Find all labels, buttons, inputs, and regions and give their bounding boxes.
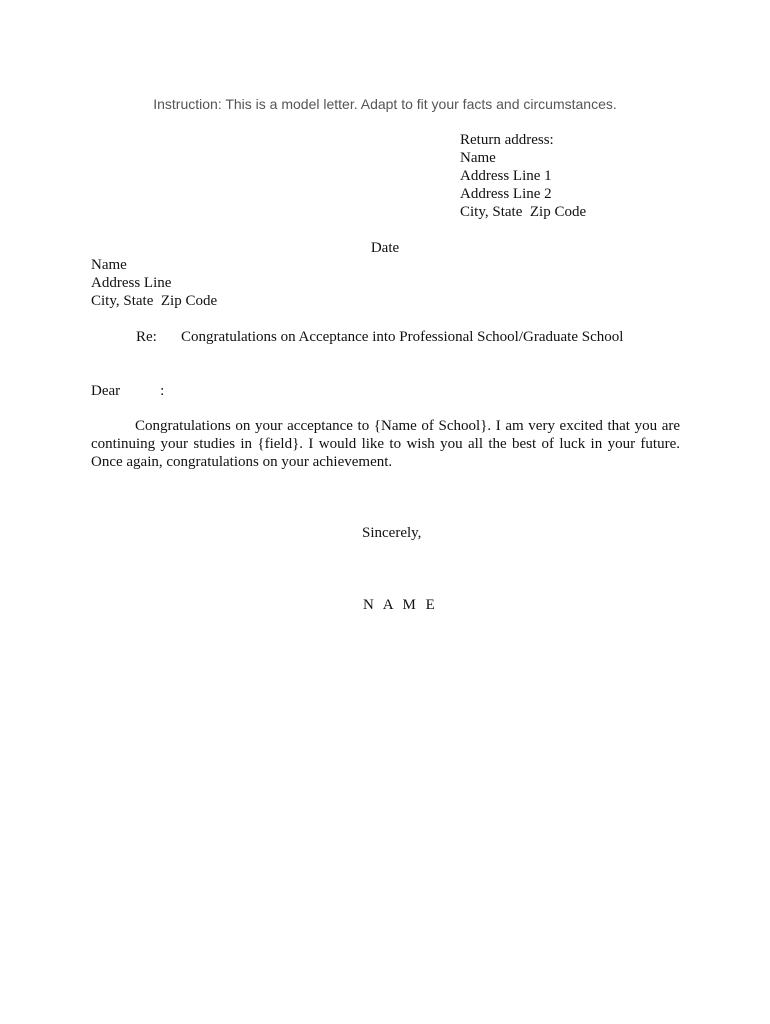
instruction-note: Instruction: This is a model letter. Adapt to fit your facts and circumstances. xyxy=(153,96,617,112)
return-address-heading: Return address: xyxy=(460,132,554,148)
recipient-name: Name xyxy=(91,257,127,273)
letter-date: Date xyxy=(370,240,400,256)
return-address-block xyxy=(460,131,586,221)
return-address-line1: Address Line 1 xyxy=(460,168,552,184)
recipient-block xyxy=(91,256,217,310)
return-address-line2: Address Line 2 xyxy=(460,186,552,202)
body-paragraph: Congratulations on your acceptance to {Name of School}. I am very excited that you are continuing your studies in {field}. I would like to wish you all the best of luck in your future. Once again, congratulations on your achievement. xyxy=(91,418,680,470)
salutation xyxy=(91,382,164,400)
recipient-city: City, State Zip Code xyxy=(91,293,218,309)
recipient-address: Address Line xyxy=(91,275,172,291)
salutation-greeting: Dear xyxy=(91,383,121,399)
signature-name: N A M E xyxy=(363,597,438,613)
subject-text: Congratulations on Acceptance into Professional School/Graduate School xyxy=(181,329,624,345)
return-address-city: City, State Zip Code xyxy=(460,204,587,220)
return-address-name: Name xyxy=(460,150,496,166)
closing: Sincerely, xyxy=(362,525,422,541)
salutation-colon: : xyxy=(160,383,165,399)
subject-line xyxy=(136,328,623,346)
subject-label: Re: xyxy=(136,329,157,345)
